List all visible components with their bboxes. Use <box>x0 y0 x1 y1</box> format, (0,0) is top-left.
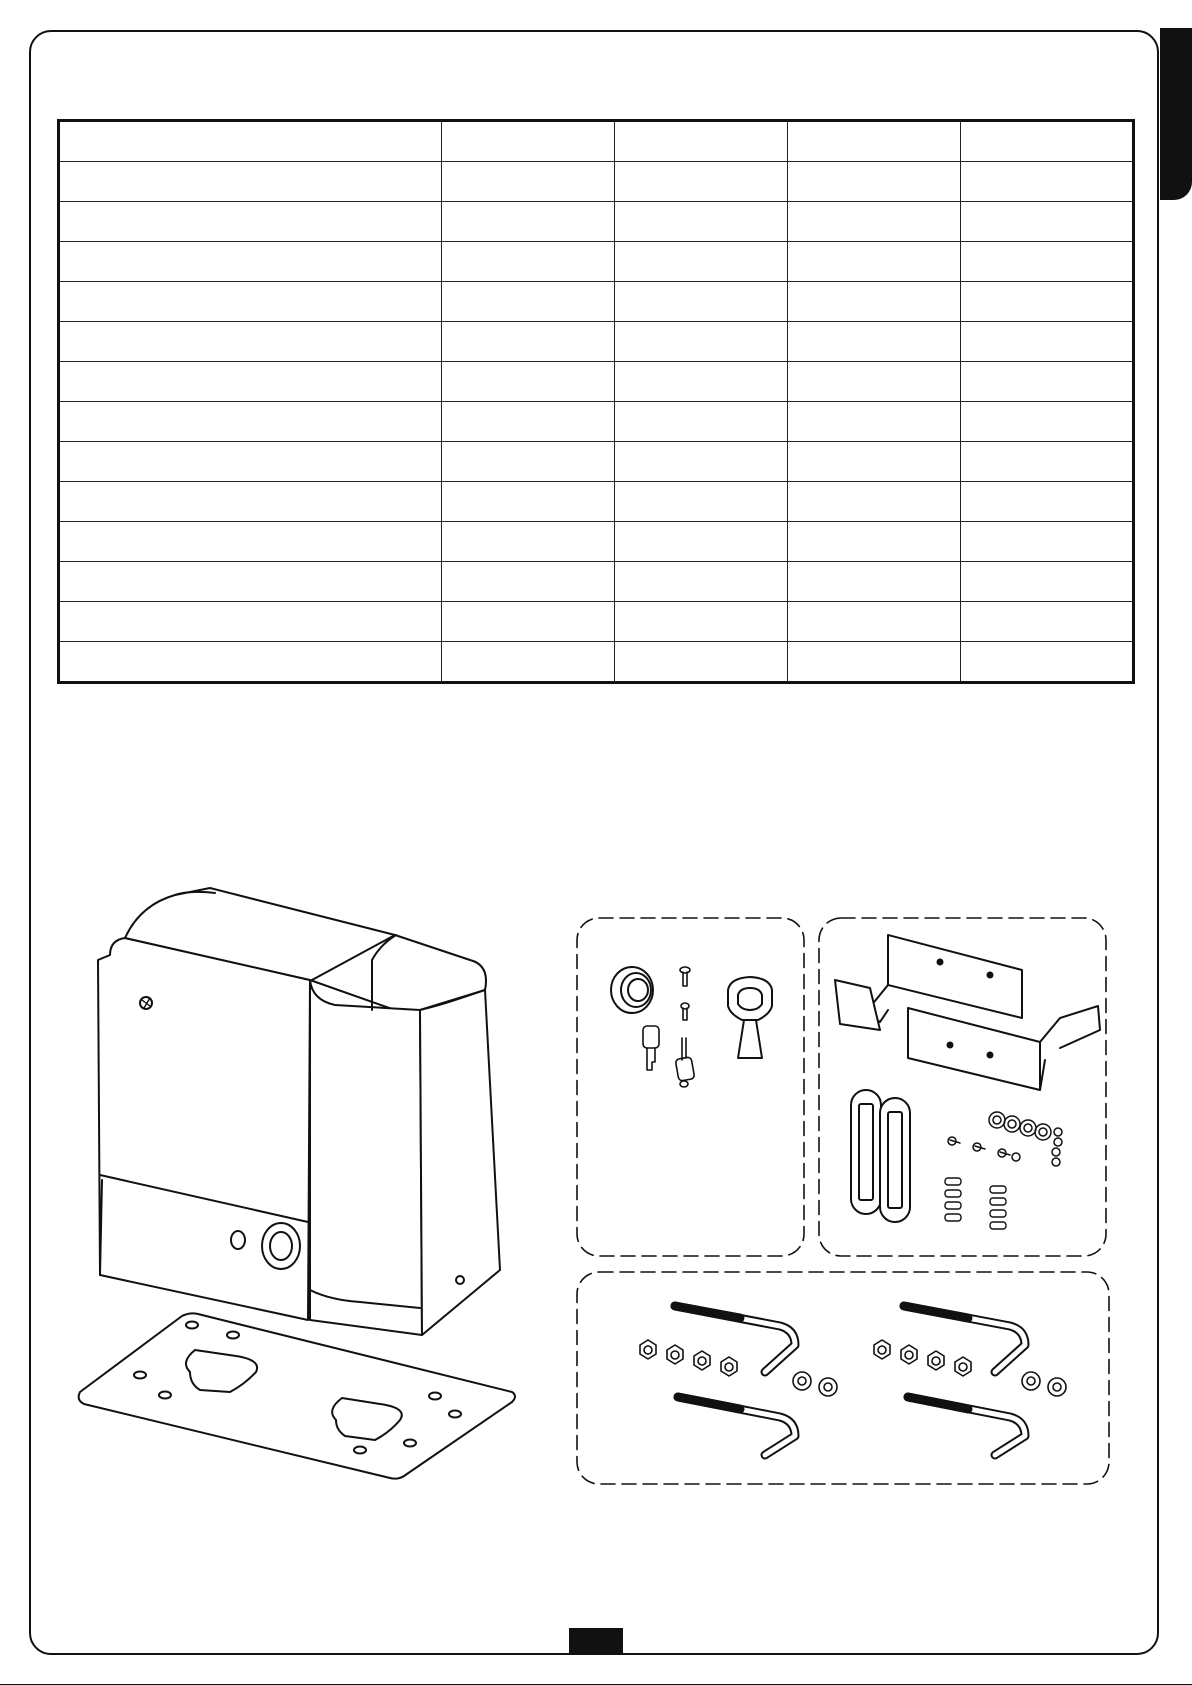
screw-icon <box>680 967 690 1020</box>
nut-icon <box>640 1340 971 1376</box>
wall-plug-icon <box>945 1178 1006 1229</box>
page-number <box>569 1628 623 1655</box>
cover-plug-icon <box>611 967 653 1013</box>
release-key-icon <box>643 1026 695 1087</box>
limit-bracket-icon <box>835 935 1100 1090</box>
release-lever-icon <box>728 977 772 1058</box>
base-plate-icon <box>79 1313 515 1478</box>
anchor-bolt-icon <box>675 1306 1025 1455</box>
kit-box-1 <box>577 918 804 1256</box>
limit-magnet-icon <box>851 1090 910 1222</box>
washer-icon <box>793 1372 1066 1396</box>
gate-operator-icon <box>79 888 515 1479</box>
nut-washer-icon <box>948 1112 1062 1166</box>
